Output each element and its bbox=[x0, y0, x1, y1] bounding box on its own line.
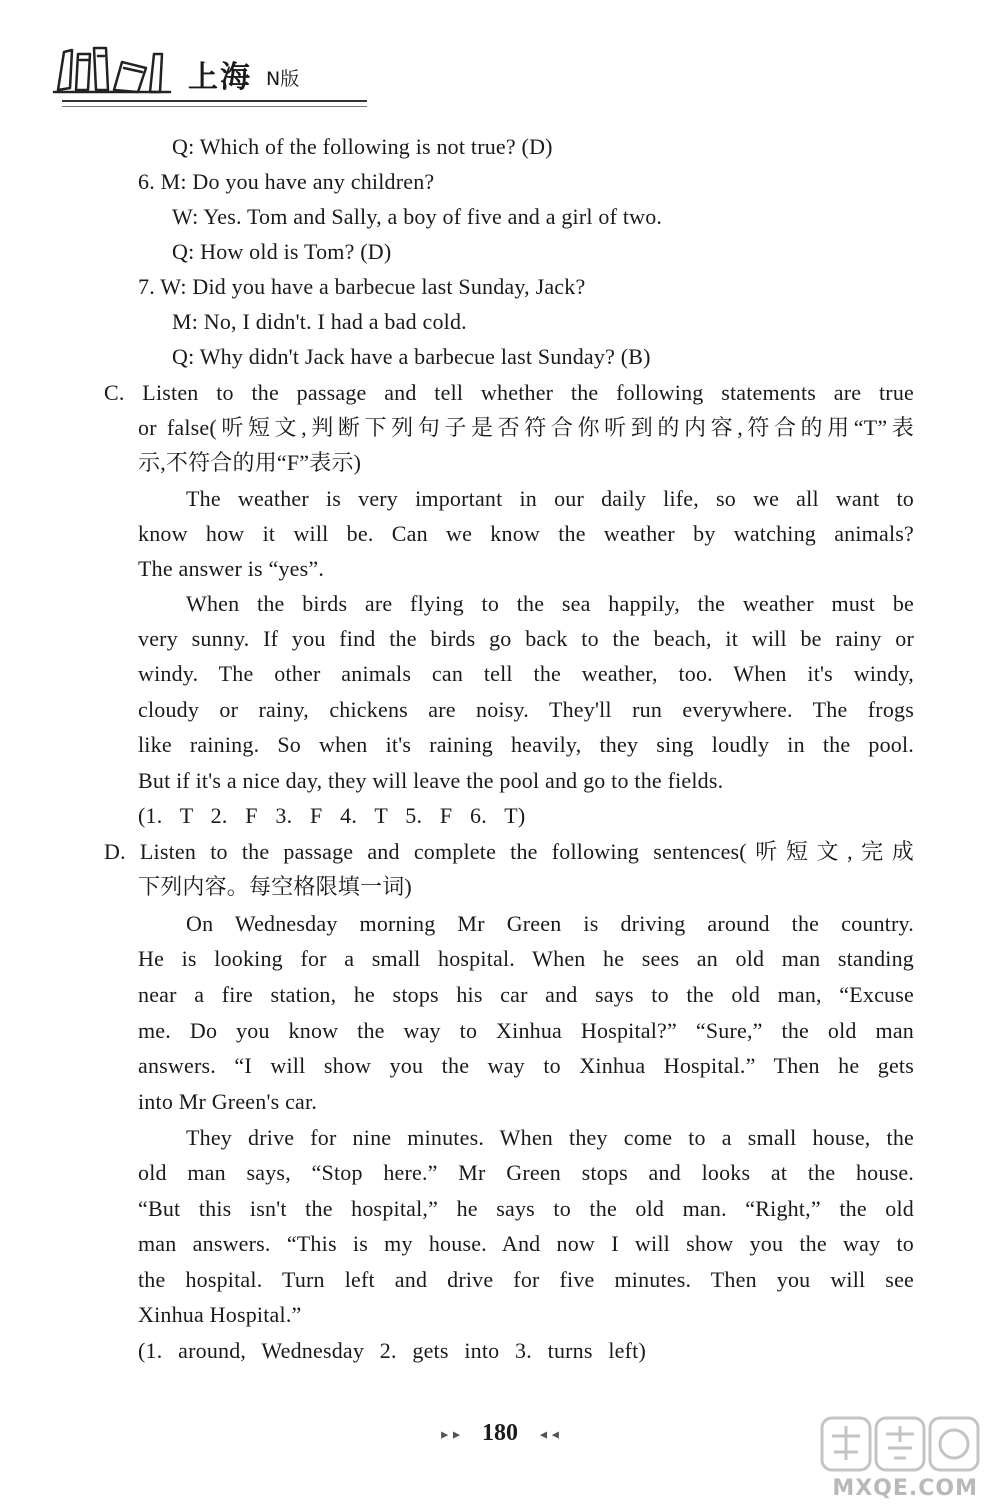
book-edition: N版 bbox=[266, 68, 300, 90]
text-line: 7. W: Did you have a barbecue last Sunday, Jack? bbox=[138, 274, 586, 299]
text-line: W: Yes. Tom and Sally, a boy of five and a girl of two. bbox=[172, 204, 663, 229]
books-icon bbox=[50, 40, 180, 100]
text-line: On Wednesday morning Mr Green is driving around the country. bbox=[186, 911, 914, 936]
text-line: Xinhua Hospital.” bbox=[138, 1302, 302, 1327]
text-line: The weather is very important in our daily life, so we all want to bbox=[186, 486, 914, 511]
text-line: He is looking for a small hospital. When he sees an old man standing bbox=[138, 946, 914, 971]
text-line: Q: Which of the following is not true? (D) bbox=[172, 134, 553, 159]
text-line: 6. M: Do you have any children? bbox=[138, 169, 435, 194]
page-header bbox=[40, 40, 330, 110]
text-line: The answer is “yes”. bbox=[138, 556, 325, 581]
answer-line: (1. T 2. F 3. F 4. T 5. F 6. T) bbox=[138, 803, 526, 828]
text-line: very sunny. If you find the birds go back to the beach, it will be rainy or bbox=[138, 626, 914, 651]
text-line: windy. The other animals can tell the weather, too. When it's windy, bbox=[138, 661, 914, 686]
text-line: 示,不符合的用“F”表示) bbox=[138, 450, 362, 475]
text-line: Q: How old is Tom? (D) bbox=[172, 239, 392, 264]
text-line: near a fire station, he stops his car and says to the old man, “Excuse bbox=[138, 982, 914, 1007]
text-line: They drive for nine minutes. When they come to a small house, the bbox=[186, 1125, 914, 1150]
text-line: answers. “I will show you the way to Xinhua Hospital.” Then he gets bbox=[138, 1053, 914, 1078]
text-line: “But this isn't the hospital,” he says to the old man. “Right,” the old bbox=[138, 1196, 914, 1221]
text-line: Q: Why didn't Jack have a barbecue last Sunday? (B) bbox=[172, 344, 651, 369]
text-line: the hospital. Turn left and drive for five minutes. Then you will see bbox=[138, 1267, 914, 1292]
text-line: like raining. So when it's raining heavily, they sing loudly in the pool. bbox=[138, 732, 914, 757]
text-line: old man says, “Stop here.” Mr Green stops and looks at the house. bbox=[138, 1160, 914, 1185]
answer-line: (1. around, Wednesday 2. gets into 3. turns left) bbox=[138, 1338, 646, 1363]
text-line: know how it will be. Can we know the weather by watching animals? bbox=[138, 521, 914, 546]
text-line: But if it's a nice day, they will leave the pool and go to the fields. bbox=[138, 768, 724, 793]
text-line: or false(听短文,判断下列句子是否符合你听到的内容,符合的用“T”表 bbox=[138, 415, 914, 440]
left-arrow-icon: ►► bbox=[438, 1427, 463, 1442]
text-line: into Mr Green's car. bbox=[138, 1089, 318, 1114]
text-line: me. Do you know the way to Xinhua Hospital?” “Sure,” the old man bbox=[138, 1018, 914, 1043]
text-line: M: No, I didn't. I had a bad cold. bbox=[172, 309, 467, 334]
text-line: man answers. “This is my house. And now I will show you the way to bbox=[138, 1231, 914, 1256]
header-rule bbox=[62, 100, 367, 102]
text-line: When the birds are flying to the sea happily, the weather must be bbox=[186, 591, 914, 616]
text-line: 下列内容。每空格限填一词) bbox=[138, 874, 412, 899]
section-c-heading: C. Listen to the passage and tell whether the following statements are true bbox=[104, 380, 914, 405]
page-number: 180 bbox=[482, 1420, 518, 1446]
text-line: cloudy or rainy, chickens are noisy. They'll run everywhere. The frogs bbox=[138, 697, 914, 722]
watermark-url: MXQE.COM bbox=[832, 1476, 978, 1501]
right-arrow-icon: ◄◄ bbox=[537, 1427, 562, 1442]
book-title: 上海 bbox=[188, 60, 252, 95]
header-rule-thin bbox=[62, 106, 367, 107]
section-d-heading: D. Listen to the passage and complete the following sentences(听短文,完成 bbox=[104, 839, 914, 864]
